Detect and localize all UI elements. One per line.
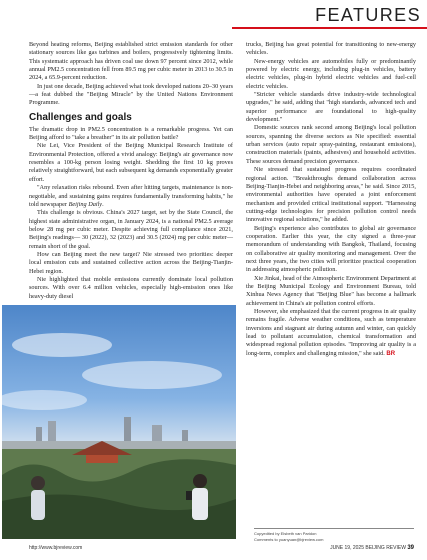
quote-text: "Any relaxation risks rebound. Even after hitting targets, maintenance is non-negotiable, and sustaining gains requires fundamentally transforming habits," he told newspaper: [29, 184, 233, 208]
beijing-skyline-photo: [2, 305, 236, 539]
paragraph: Domestic sources rank second among Beijing's local pollution sources, spanning the diverse sectors as Nie specified: essential urban services (auto repair spray-painting, restaurant emissions), construction materials (paints, adhesives) and household activities. These sources demand precision governance.: [246, 124, 416, 165]
quote-end: .: [102, 200, 104, 208]
paragraph: This challenge is obvious. China's 2027 target, set by the State Council, the highest state administrative organ, in January 2024, is a national PM2.5 average below 28 mg per cubic meter. Despite achieving full compliance since 2021, Beijing's readings— 30 (2022), 32 (2023) and 30.5 (2024) mg per cubic meter—remain short of the goal.: [29, 209, 233, 250]
right-column: [246, 41, 416, 358]
paragraph: How can Beijing meet the new target? Nie stressed two priorities: deeper local emission cuts and sustained collective action across the Beijing-Tianjin-Hebei region.: [29, 250, 233, 275]
publication-name: Beijing Daily: [68, 200, 103, 208]
issue-date-title: JUNE 19, 2025 BEIJING REVIEW: [330, 545, 406, 551]
comments-contact: Comments to yuanyuan@bjreview.com: [254, 537, 324, 542]
paragraph: [246, 308, 416, 358]
paragraph: Beijing's experience also contributes to global air governance cooperation. Earlier this year, the city signed a three-year memorandum of understanding with Bangkok, Thailand, focusing on collaborative air quality monitoring and management. Over the next three years, the two cities will prioritize practical cooperation in addressing atmospheric pollution.: [246, 224, 416, 274]
paragraph: trucks, Beijing has great potential for transitioning to new-energy vehicles.: [246, 41, 416, 57]
paragraph: The dramatic drop in PM2.5 concentration is a remarkable progress. Yet can Beijing afford to "take a breather" in its air pollution battle?: [29, 125, 233, 142]
paragraph: [29, 184, 233, 209]
paragraph: In just one decade, Beijing achieved what took developed nations 20–30 years—a feat dubbed the "Beijing Miracle" by the United Nations Environment Programme.: [29, 82, 233, 107]
section-heading: Challenges and goals: [29, 111, 132, 123]
paragraph: "Stricter vehicle standards drive industry-wide technological upgrades," he said, adding that "high standards, advanced tech and superior performance are foundational to high-quality development.": [246, 91, 416, 124]
paragraph: Xie Jinkai, head of the Atmospheric Environment Department at the Beijing Municipal Ecology and Environment Bureau, told Xinhua News Agency that "Beijing Blue" has become a hallmark achievement in China's air pollution control efforts.: [246, 274, 416, 307]
photo-illustration: [2, 305, 236, 539]
page-number: 39: [407, 545, 414, 551]
paragraph: Beyond heating reforms, Beijing established strict emission standards for other stationary sources like gas turbines and boilers, progressively tightening limits. This systematic approach has driven coal use down 97 percent since 2012, while annual PM2.5 concentration fell from 89.5 mg per cubic meter in 2013 to 30.5 in 2024, a 65.9-percent reduction.: [29, 41, 233, 82]
section-title: FEATURES: [309, 4, 421, 26]
paragraph: Nie highlighted that mobile emissions currently dominate local pollution sources. With over 6.4 million vehicles, especially high-emission ones like heavy-duty diesel: [29, 275, 233, 300]
paragraph: Nie Lei, Vice President of the Beijing Municipal Research Institute of Environmental Protection, offered a vivid analogy: Beijing's air governance now resembles a 100-kg person losing weight. Shedding the first 10 kg proves relatively straightforward, but each subsequent kg demands exponentially greater effort.: [29, 142, 233, 183]
end-mark: BR: [386, 350, 396, 357]
paragraph: Nie stressed that sustained progress requires coordinated regional action. "Breakthroughs demand collaboration across Beijing-Tianjin-Hebei and neighboring areas," he said. Since 2015, environmental authorities have operated a joint enforcement mechanism and provided critical institutional support. "Harnessing cutting-edge technologies for precision pollution control needs innovative regional solutions," he added.: [246, 166, 416, 224]
paragraph: New-energy vehicles are automobiles fully or predominantly powered by electric energy, including plug-in vehicles, battery electric vehicles, plug-in hybrid electric vehicles and fuel-cell electric vehicles.: [246, 57, 416, 90]
page-header: [0, 0, 427, 36]
closing-text: However, she emphasized that the current progress in air quality remains fragile. Adverse weather conditions, such as temperature inversions and stagnant air during autumn and winter, can quickly lead to pollutant accumulation, chemical transformation and widespread regional pollution episodes. "Improving air quality is a long-term, complex and challenging mission," she said.: [246, 308, 416, 357]
site-url[interactable]: http://www.bjreview.com: [29, 545, 83, 551]
copyeditor-credit: Copyedited by Elsbeth van Paridon: [254, 531, 317, 536]
left-column: [29, 41, 233, 301]
issue-line: [330, 545, 414, 551]
header-rule: [232, 27, 427, 29]
credit-rule: [254, 528, 414, 529]
